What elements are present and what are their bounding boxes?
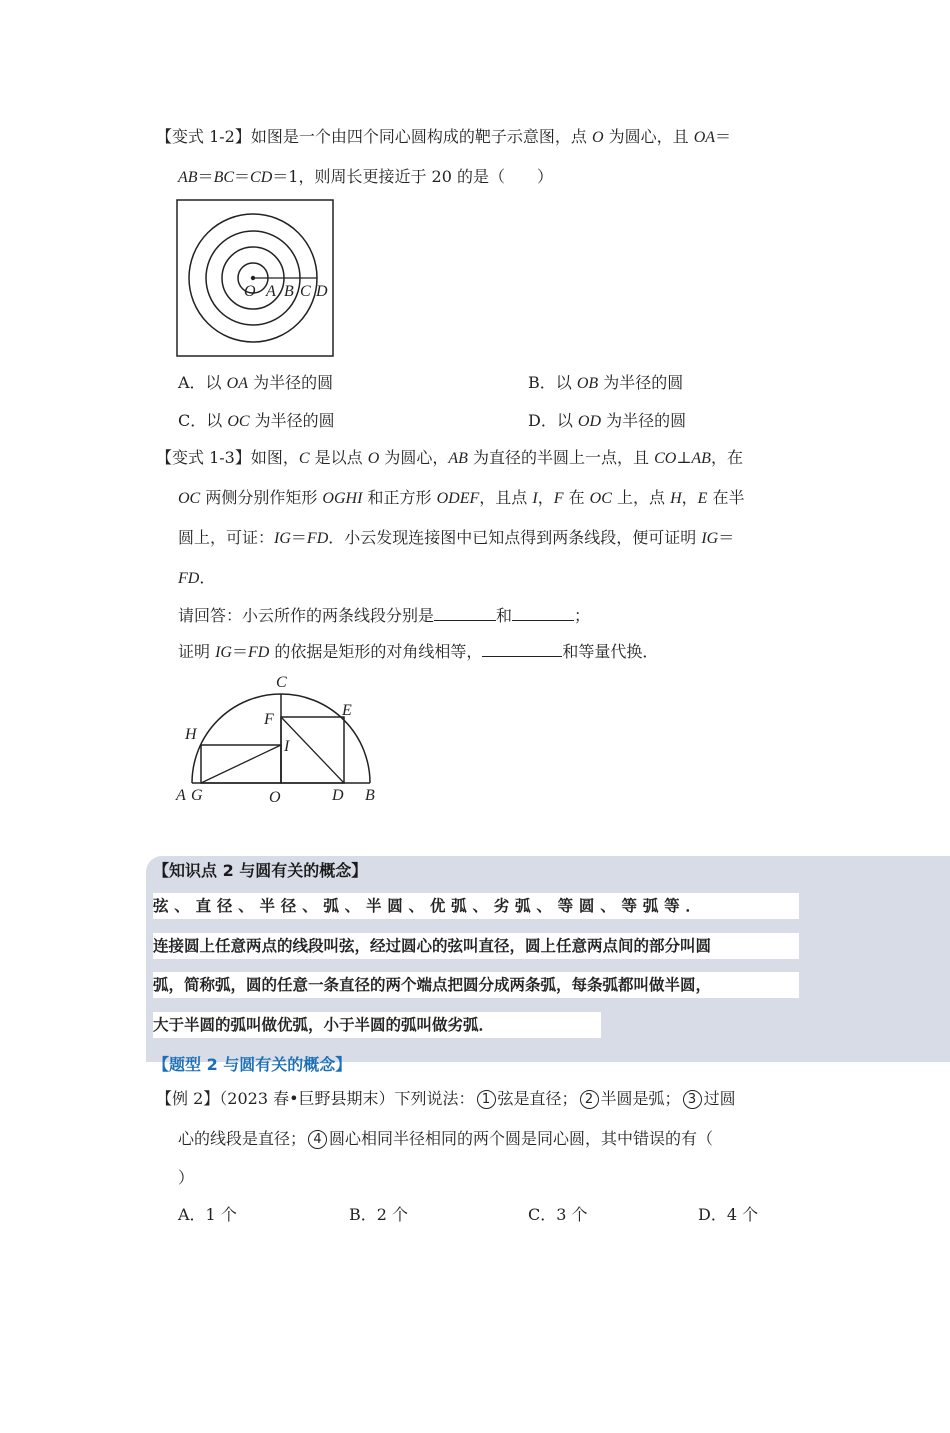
concentric-target-figure <box>176 199 334 357</box>
variant-1-3-line3: 圆上，可证：IG＝FD．小云发现连接图中已知点得到两条线段，便可证明 IG＝ <box>178 528 735 547</box>
option-c[interactable]: C．以 OC 为半径的圆 <box>178 411 335 430</box>
circled-number-3: 3 <box>683 1090 702 1109</box>
ex2-option-c[interactable]: C．3 个 <box>528 1205 588 1224</box>
label-d2: D <box>332 787 344 804</box>
answer-blank-1[interactable] <box>434 604 496 621</box>
label-a: A <box>266 283 276 300</box>
label-e: E <box>342 702 352 719</box>
label-c2: C <box>276 674 287 691</box>
answer-blank-3[interactable] <box>482 640 562 657</box>
knowledge-point-title: 【知识点 2 与圆有关的概念】 <box>153 861 368 880</box>
label-h: H <box>185 726 197 743</box>
answer-prompt-line: 请回答：小云所作的两条线段分别是 和 ； <box>178 606 591 625</box>
circled-number-1: 1 <box>477 1090 496 1109</box>
variant-1-3-line4: FD． <box>178 568 216 587</box>
ex2-option-d[interactable]: D．4 个 <box>698 1205 759 1224</box>
option-a[interactable]: A．以 OA 为半径的圆 <box>178 373 334 392</box>
segment-fd <box>281 717 344 783</box>
variant-1-3-line1: 【变式 1-3】如图，C 是以点 O 为圆心，AB 为直径的半圆上一点，且 CO⊥AB，在 <box>156 448 743 467</box>
variant-1-2-line2: AB＝BC＝CD＝1，则周长更接近于 20 的是（ ） <box>178 167 553 186</box>
variant-1-3-line2: OC 两侧分别作矩形 OGHI 和正方形 ODEF，且点 I，F 在 OC 上，点 H，E 在半 <box>178 488 745 507</box>
label-b2: B <box>365 787 375 804</box>
label-a2: A <box>176 787 186 804</box>
option-d[interactable]: D．以 OD 为半径的圆 <box>528 411 687 430</box>
label-d: D <box>316 283 328 300</box>
example-2-line2: 心的线段是直径； 4 圆心相同半径相同的两个圆是同心圆，其中错误的有（ <box>178 1129 714 1148</box>
label-o2: O <box>269 789 281 806</box>
label-b: B <box>284 283 294 300</box>
knowledge-line-4: 大于半圆的弧叫做优弧，小于半圆的弧叫做劣弧． <box>153 1012 601 1038</box>
label-i: I <box>284 738 290 755</box>
example-2-line3: ） <box>178 1168 195 1187</box>
ex2-option-a[interactable]: A．1 个 <box>178 1205 237 1224</box>
knowledge-line-2: 连接圆上任意两点的线段叫弦，经过圆心的弦叫直径，圆上任意两点间的部分叫圆 <box>153 933 799 959</box>
question-type-2-title: 【题型 2 与圆有关的概念】 <box>153 1055 352 1074</box>
example-2-line1: 【例 2】（2023 春•巨野县期末）下列说法： 1 弦是直径； 2 半圆是弧； 3 过圆 <box>156 1089 736 1108</box>
label-f: F <box>264 711 274 728</box>
variant-1-2-line1: 【变式 1-2】如图是一个由四个同心圆构成的靶子示意图，点 O 为圆心，且 OA＝ <box>156 127 732 146</box>
knowledge-line-3: 弧，简称弧，圆的任意一条直径的两个端点把圆分成两条弧，每条弧都叫做半圆， <box>153 972 799 998</box>
label-o: O <box>244 283 256 300</box>
center-point <box>251 276 255 280</box>
option-b[interactable]: B．以 OB 为半径的圆 <box>528 373 684 392</box>
answer-blank-2[interactable] <box>512 604 574 621</box>
segment-ig <box>201 745 281 783</box>
proof-basis-line: 证明 IG＝FD 的依据是矩形的对角线相等， 和等量代换． <box>178 642 659 661</box>
circled-number-4: 4 <box>308 1130 327 1149</box>
circled-number-2: 2 <box>580 1090 599 1109</box>
label-c: C <box>300 283 311 300</box>
semicircle-rectangle-figure <box>172 670 382 810</box>
knowledge-line-1: 弦 、 直 径 、 半 径 、 弧 、 半 圆 、 优 弧 、 劣 弧 、 等 圆 、 等 弧 等 ． <box>153 893 799 919</box>
ex2-option-b[interactable]: B．2 个 <box>349 1205 409 1224</box>
label-g: G <box>191 787 203 804</box>
